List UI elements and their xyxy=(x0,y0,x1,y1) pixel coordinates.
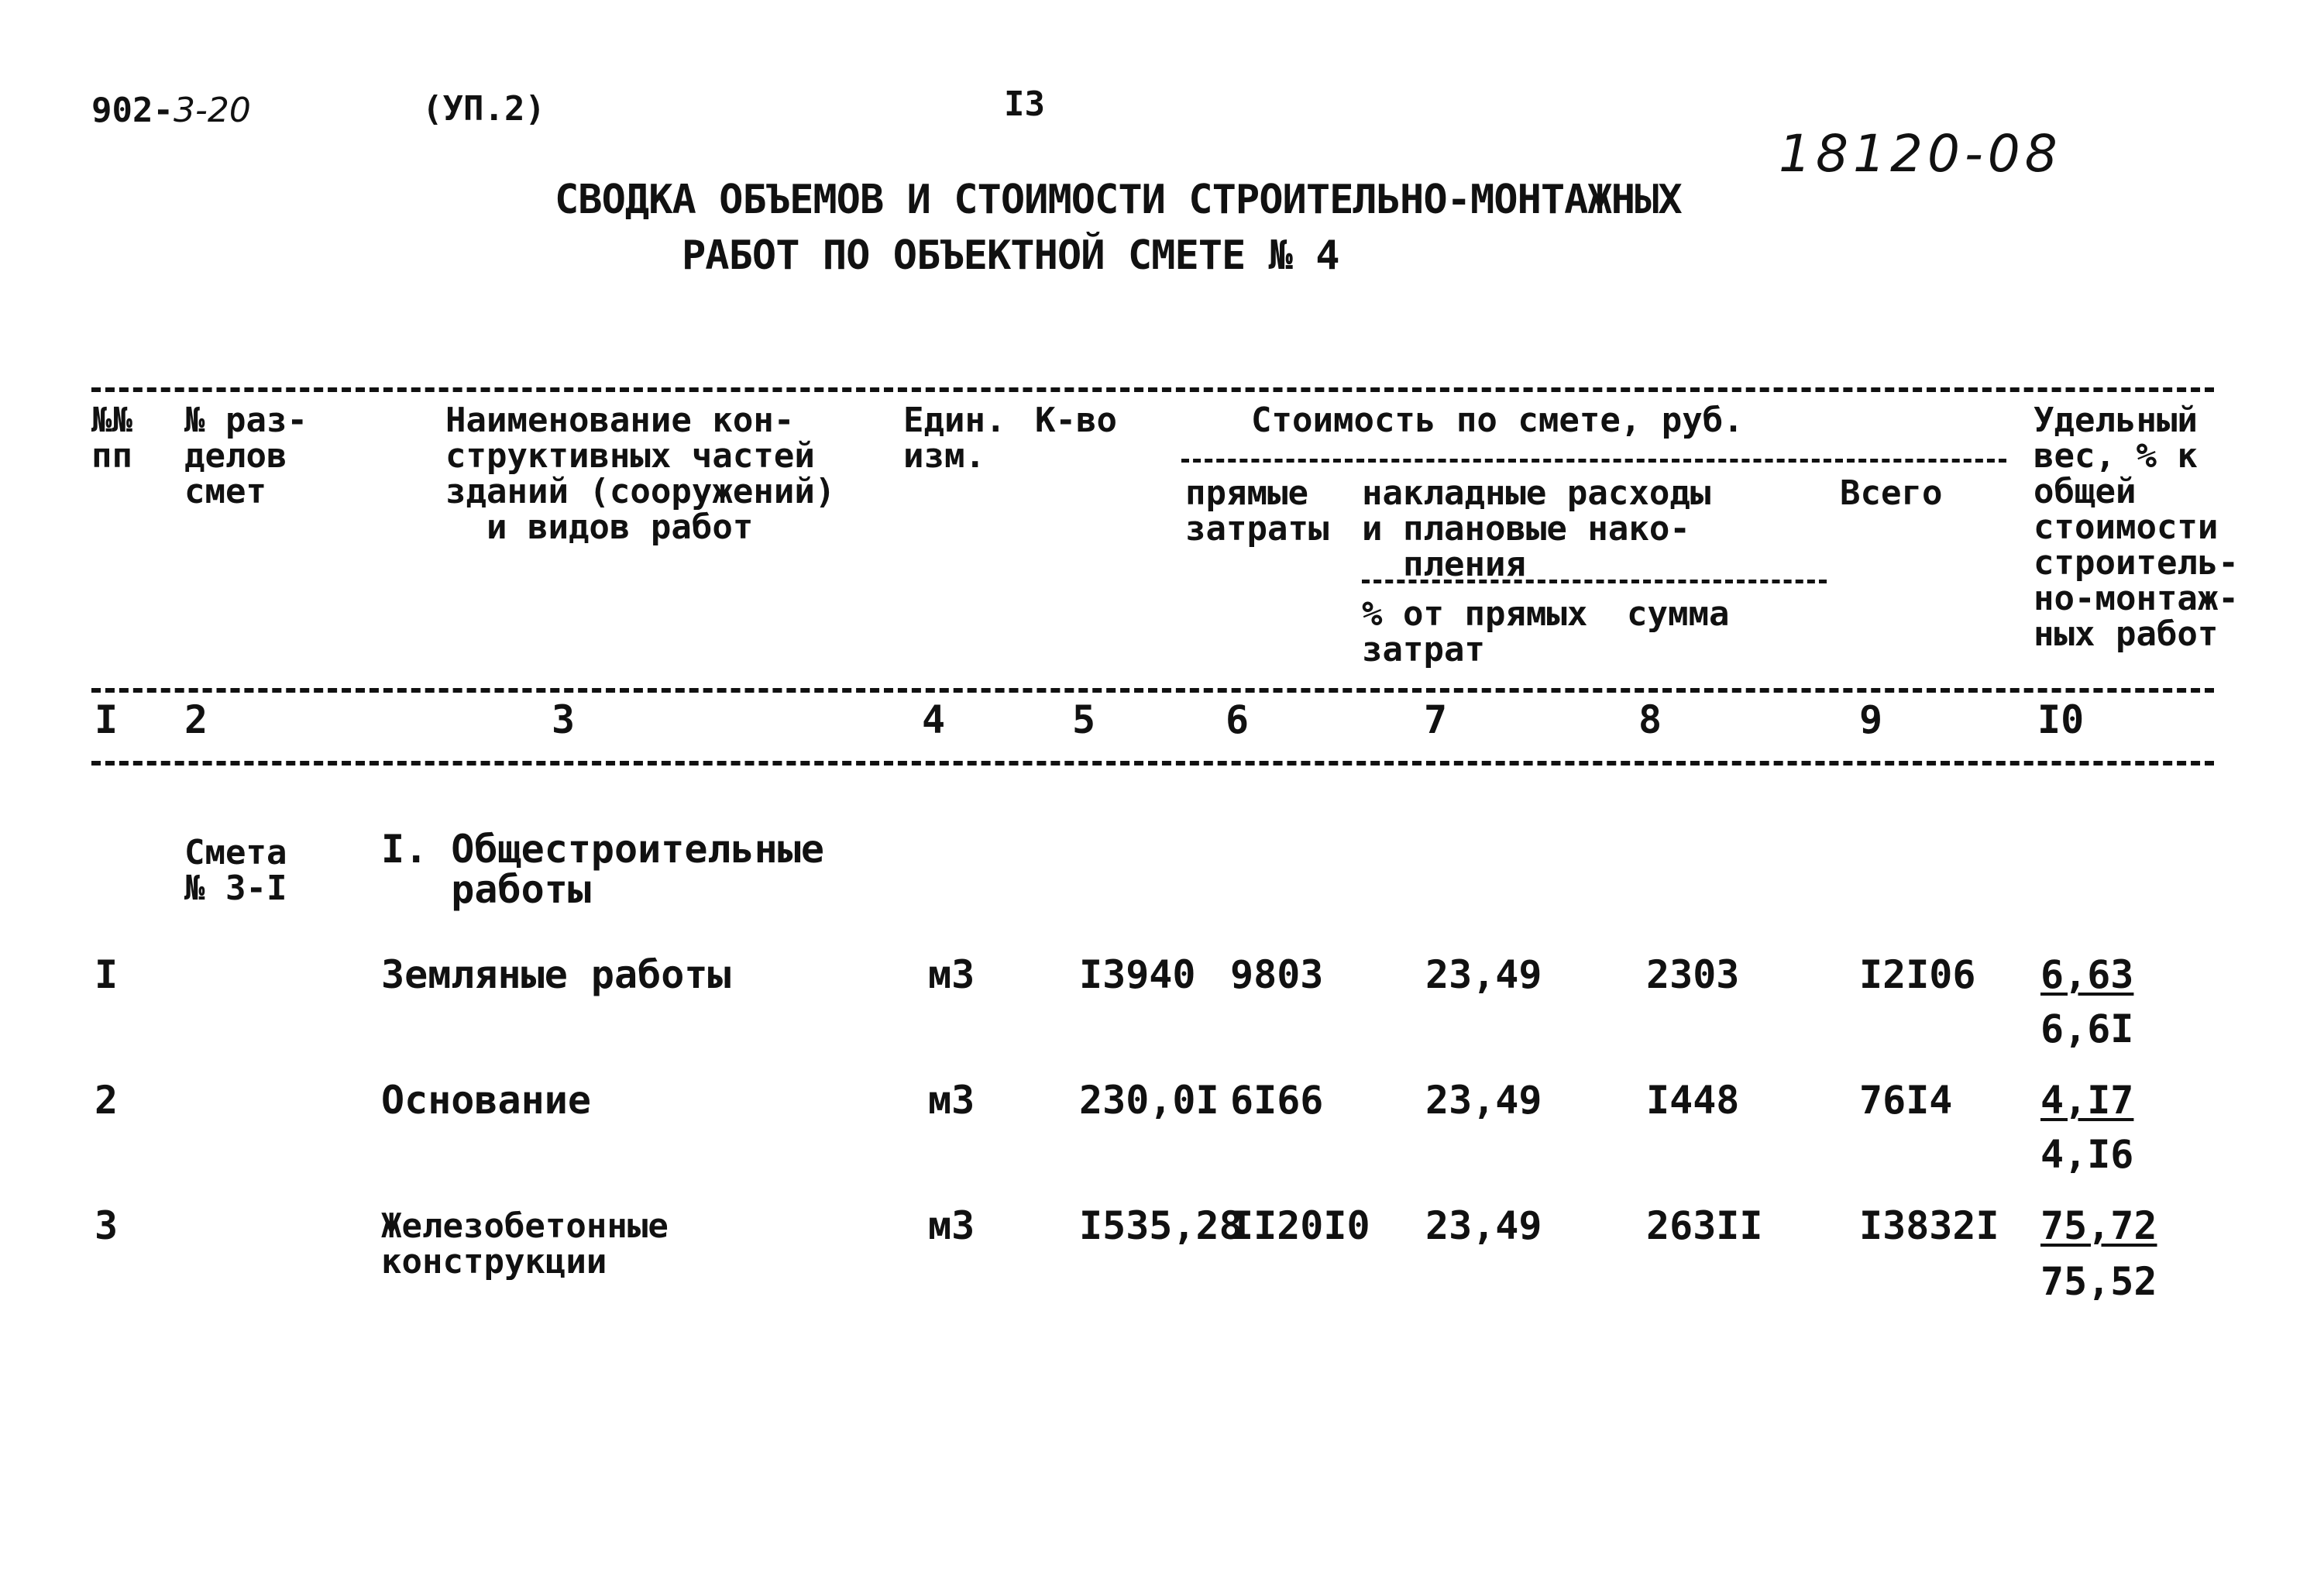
header-overhead-sum: сумма xyxy=(1627,594,1730,634)
quantity: 230,0I xyxy=(1079,1078,1219,1123)
document-code xyxy=(91,93,251,129)
section-title: I. Общестроительные работы xyxy=(381,827,824,912)
header-cost-rule xyxy=(1181,459,2006,463)
quantity: I535,28 xyxy=(1079,1203,1243,1248)
share-percent-top: 4,I7 xyxy=(2040,1078,2134,1123)
column-number: 6 xyxy=(1226,697,1250,742)
document-part: (УП.2) xyxy=(422,89,545,129)
column-number: I xyxy=(95,697,119,742)
header-unit: Един. изм. xyxy=(903,401,1006,476)
overhead-percent: 23,49 xyxy=(1425,1078,1542,1123)
work-name: Основание xyxy=(381,1078,591,1123)
row-number: I xyxy=(95,952,119,997)
header-share-percent: Удельный вес, % к общей стоимости строитель- но-монтаж- ных работ xyxy=(2033,401,2239,654)
row-number: 2 xyxy=(95,1078,119,1123)
document-code-handwritten: 3-20 xyxy=(173,91,251,130)
share-percent-bottom: 6,6I xyxy=(2040,1006,2134,1051)
column-number: 2 xyxy=(184,697,208,742)
header-total: Всего xyxy=(1840,473,1943,513)
header-percent-direct: % от прямых затрат xyxy=(1362,594,1588,669)
overhead-sum: I448 xyxy=(1646,1078,1740,1123)
header-direct-costs: прямые затраты xyxy=(1185,473,1329,549)
overhead-percent: 23,49 xyxy=(1425,952,1542,997)
quantity: I3940 xyxy=(1079,952,1196,997)
column-number: 9 xyxy=(1859,697,1883,742)
unit: м3 xyxy=(928,1203,975,1248)
work-name: Железобетонные конструкции xyxy=(381,1206,669,1282)
header-top-rule xyxy=(91,387,2214,392)
header-cost-group: Стоимость по смете, руб. xyxy=(1251,401,1744,440)
unit: м3 xyxy=(928,952,975,997)
direct-costs: II20I0 xyxy=(1230,1203,1370,1248)
overhead-sum: 2303 xyxy=(1646,952,1740,997)
column-number: 5 xyxy=(1072,697,1096,742)
page-title-line-2: РАБОТ ПО ОБЪЕКТНОЙ СМЕТЕ № 4 xyxy=(682,232,1339,279)
stamp-number: 18120-08 xyxy=(1779,124,2062,184)
row-number: 3 xyxy=(95,1203,119,1248)
header-overhead-rule xyxy=(1362,580,1827,583)
share-percent-top: 75,72 xyxy=(2040,1203,2157,1248)
header-row-number: №№ пп xyxy=(91,401,132,476)
page-title-line-1: СВОДКА ОБЪЕМОВ И СТОИМОСТИ СТРОИТЕЛЬНО-МОНТАЖНЫХ xyxy=(555,177,1682,223)
direct-costs: 6I66 xyxy=(1230,1078,1324,1123)
header-overhead-group: накладные расходы и плановые нако- пления xyxy=(1362,473,1711,584)
column-number: 4 xyxy=(922,697,946,742)
total-cost: I3832I xyxy=(1859,1203,1999,1248)
header-work-name: Наименование кон- структивных частей зданий (сооружений) и видов работ xyxy=(445,401,836,547)
share-percent-bottom: 75,52 xyxy=(2040,1259,2157,1304)
column-number: 7 xyxy=(1424,697,1448,742)
header-quantity: К-во xyxy=(1035,401,1117,440)
total-cost: 76I4 xyxy=(1859,1078,1953,1123)
share-percent-top: 6,63 xyxy=(2040,952,2134,997)
header-bottom-rule xyxy=(91,761,2214,766)
header-section-number: № раз- делов смет xyxy=(184,401,308,511)
work-name: Земляные работы xyxy=(381,952,731,997)
page-number: I3 xyxy=(1004,84,1045,124)
total-cost: I2I06 xyxy=(1859,952,1976,997)
overhead-sum: 263II xyxy=(1646,1203,1763,1248)
overhead-percent: 23,49 xyxy=(1425,1203,1542,1248)
column-number: 8 xyxy=(1638,697,1662,742)
header-mid-rule xyxy=(91,688,2214,693)
column-number: 3 xyxy=(552,697,576,742)
share-percent-bottom: 4,I6 xyxy=(2040,1132,2134,1177)
unit: м3 xyxy=(928,1078,975,1123)
estimate-label: Смета № 3-I xyxy=(184,833,287,908)
column-number: I0 xyxy=(2037,697,2085,742)
document-code-printed: 902- xyxy=(91,91,174,130)
direct-costs: 9803 xyxy=(1230,952,1324,997)
